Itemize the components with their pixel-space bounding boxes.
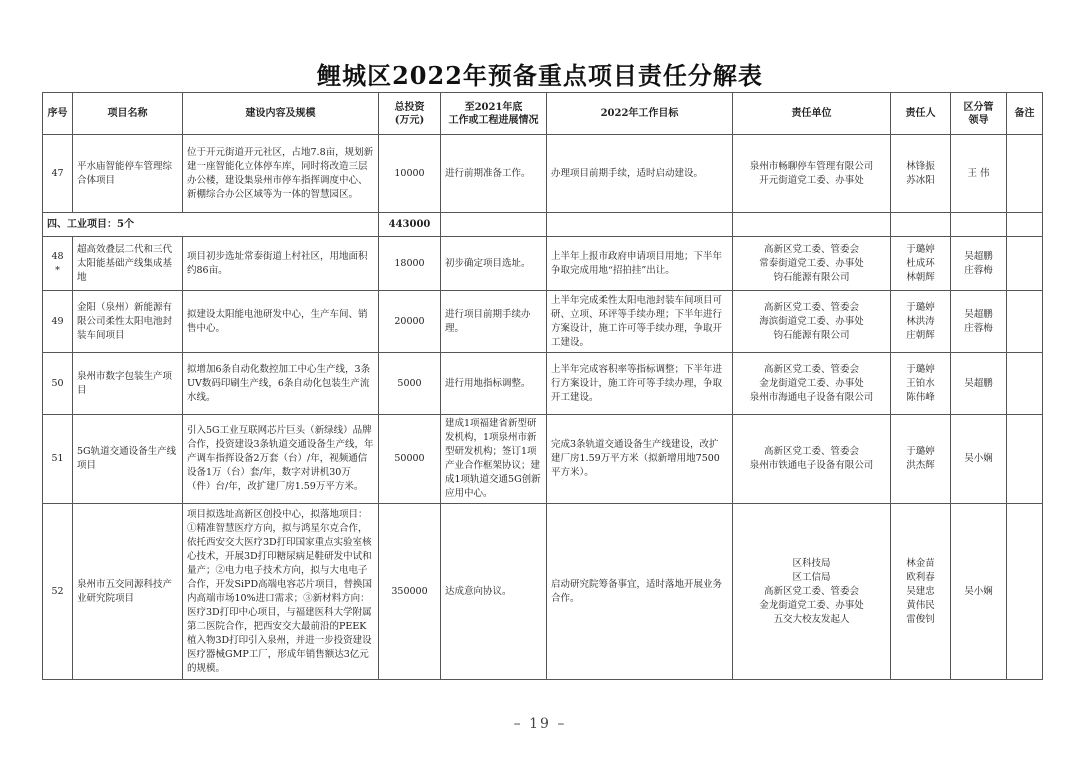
cell-person: 于璐婷 杜成环 林朝辉: [891, 237, 951, 291]
cell-remark: [1007, 237, 1043, 291]
cell-invest: 18000: [379, 237, 441, 291]
cell-person: 林金苗 欧利春 吴建忠 黄伟民 雷俊钊: [891, 504, 951, 680]
cell-leader: 吴超鹏: [951, 353, 1007, 415]
cell-invest: 350000: [379, 504, 441, 680]
cell-name: 泉州市数字包装生产项目: [73, 353, 183, 415]
table-row: [43, 291, 1043, 353]
table-row: [43, 135, 1043, 213]
cell-name: 5G轨道交通设备生产线项目: [73, 415, 183, 504]
header-unit: 责任单位: [733, 93, 891, 135]
cell-invest: 20000: [379, 291, 441, 353]
cell-leader: 吴超鹏 庄蓉梅: [951, 237, 1007, 291]
cell-unit: 高新区党工委、管委会 常泰街道党工委、办事处 钧石能源有限公司: [733, 237, 891, 291]
cell-person: 林锋振 苏冰阳: [891, 135, 951, 213]
cell-content: 项目初步选址常泰街道上村社区，用地面积约86亩。: [183, 237, 379, 291]
cell-leader: 吴超鹏 庄蓉梅: [951, 291, 1007, 353]
cell-seq: 49: [43, 291, 73, 353]
cell-seq: 50: [43, 353, 73, 415]
cell-goal: 上半年完成容积率等指标调整；下半年进行方案设计，施工许可等手续办理，争取开工建设。: [547, 353, 733, 415]
cell-progress: 进行项目前期手续办理。: [441, 291, 547, 353]
cell-leader: 王 伟: [951, 135, 1007, 213]
cell-unit: 高新区党工委、管委会 金龙街道党工委、办事处 泉州市海通电子设备有限公司: [733, 353, 891, 415]
section-total: 443000: [379, 213, 441, 237]
header-name: 项目名称: [73, 93, 183, 135]
cell-goal: 上半年上报市政府申请项目用地；下半年争取完成用地“招拍挂”出让。: [547, 237, 733, 291]
cell-person: 于璐婷 林洪涛 庄朝辉: [891, 291, 951, 353]
cell-unit: 高新区党工委、管委会 海滨街道党工委、办事处 钧石能源有限公司: [733, 291, 891, 353]
cell-content: 位于开元街道开元社区，占地7.8亩，规划新建一座智能化立体停车库，同时将改造三层办公楼，建设集泉州市停车指挥调度中心、新棚综合办公区域等为一体的智慧园区。: [183, 135, 379, 213]
cell-content: 拟建设太阳能电池研发中心，生产车间、销售中心。: [183, 291, 379, 353]
header-remark: 备注: [1007, 93, 1043, 135]
cell-goal: 办理项目前期手续，适时启动建设。: [547, 135, 733, 213]
page-number: – 19 –: [513, 716, 567, 732]
cell-person: 于璐婷 洪杰辉: [891, 415, 951, 504]
table-row: [43, 353, 1043, 415]
cell-content: 项目拟选址高新区创投中心，拟落地项目：①精准智慧医疗方向，拟与鸿星尔克合作，依托西安交大医疗3D打印国家重点实验室核心技术，开展3D打印糖尿病足鞋研发中试和量产；②电力电子技术方向，拟与大电电子合作，开发SiPD高端电容芯片项目，替换国内高端市场10%进口需求；③新材料方向：医疗3D打印中心项目，与福建医科大学附属第二医院合作，把西安交大最前沿的PEEK植入物3D打印引入泉州，并进一步投资建设医疗器械GMP工厂，形成年销售额达3亿元的规模。: [183, 504, 379, 680]
cell-progress: 建成1项福建省新型研发机构，1项泉州市新型研发机构；签订1项产业合作框架协议；建成1项轨道交通5G创新应用中心。: [441, 415, 547, 504]
cell-seq: 52: [43, 504, 73, 680]
cell-progress: 初步确定项目选址。: [441, 237, 547, 291]
header-content: 建设内容及规模: [183, 93, 379, 135]
section-label: 四、工业项目：5个: [43, 213, 379, 237]
cell-name: 超高效叠层二代和三代太阳能基础产线集成基地: [73, 237, 183, 291]
table-header-row: [43, 93, 1043, 135]
cell-name: 金阳（泉州）新能源有限公司柔性太阳电池封装车间项目: [73, 291, 183, 353]
document-title: 鲤城区2022年预备重点项目责任分解表: [317, 61, 763, 90]
cell-seq: 47: [43, 135, 73, 213]
cell-progress: 进行前期准备工作。: [441, 135, 547, 213]
header-leader: 区分管 领导: [951, 93, 1007, 135]
cell-leader: 吴小娴: [951, 504, 1007, 680]
cell-unit: 区科技局 区工信局 高新区党工委、管委会 金龙街道党工委、办事处 五交大校友发起人: [733, 504, 891, 680]
cell-content: 引入5G工业互联网芯片巨头（新绿线）品牌合作，投资建设3条轨道交通设备生产线，年产调车指挥设备2万套（台）/年，视频通信设备1万（台）套/年，数字对讲机30万（件）台/年，改扩建厂房1.59万平方米。: [183, 415, 379, 504]
cell-progress: 达成意向协议。: [441, 504, 547, 680]
header-person: 责任人: [891, 93, 951, 135]
cell-remark: [1007, 415, 1043, 504]
cell-goal: 上半年完成柔性太阳电池封装车间项目可研、立项、环评等手续办理；下半年进行方案设计，施工许可等手续办理，争取开工建设。: [547, 291, 733, 353]
cell-invest: 50000: [379, 415, 441, 504]
cell-person: 于璐婷 王铂水 陈伟峰: [891, 353, 951, 415]
table-row: [43, 237, 1043, 291]
header-goal: 2022年工作目标: [547, 93, 733, 135]
cell-seq: 51: [43, 415, 73, 504]
table-row: [43, 415, 1043, 504]
cell-name: 平水庙智能停车管理综合体项目: [73, 135, 183, 213]
cell-unit: 泉州市畅聊停车管理有限公司 开元街道党工委、办事处: [733, 135, 891, 213]
section-row: [43, 213, 1043, 237]
header-progress: 至2021年底 工作或工程进展情况: [441, 93, 547, 135]
cell-invest: 10000: [379, 135, 441, 213]
cell-unit: 高新区党工委、管委会 泉州市铁通电子设备有限公司: [733, 415, 891, 504]
cell-leader: 吴小娴: [951, 415, 1007, 504]
cell-name: 泉州市五交同源科技产业研究院项目: [73, 504, 183, 680]
cell-remark: [1007, 135, 1043, 213]
cell-seq: 48 *: [43, 237, 73, 291]
cell-content: 拟增加6条自动化数控加工中心生产线，3条UV数码印刷生产线，6条自动化包装生产流水线。: [183, 353, 379, 415]
header-invest: 总投资 (万元): [379, 93, 441, 135]
cell-remark: [1007, 504, 1043, 680]
cell-goal: 启动研究院筹备事宜，适时落地开展业务合作。: [547, 504, 733, 680]
table-row: [43, 504, 1043, 680]
cell-progress: 进行用地指标调整。: [441, 353, 547, 415]
cell-remark: [1007, 291, 1043, 353]
cell-remark: [1007, 353, 1043, 415]
cell-invest: 5000: [379, 353, 441, 415]
project-table: [42, 92, 1043, 680]
cell-goal: 完成3条轨道交通设备生产线建设，改扩建厂房1.59万平方米（拟新增用地7500平方米）。: [547, 415, 733, 504]
header-seq: 序号: [43, 93, 73, 135]
